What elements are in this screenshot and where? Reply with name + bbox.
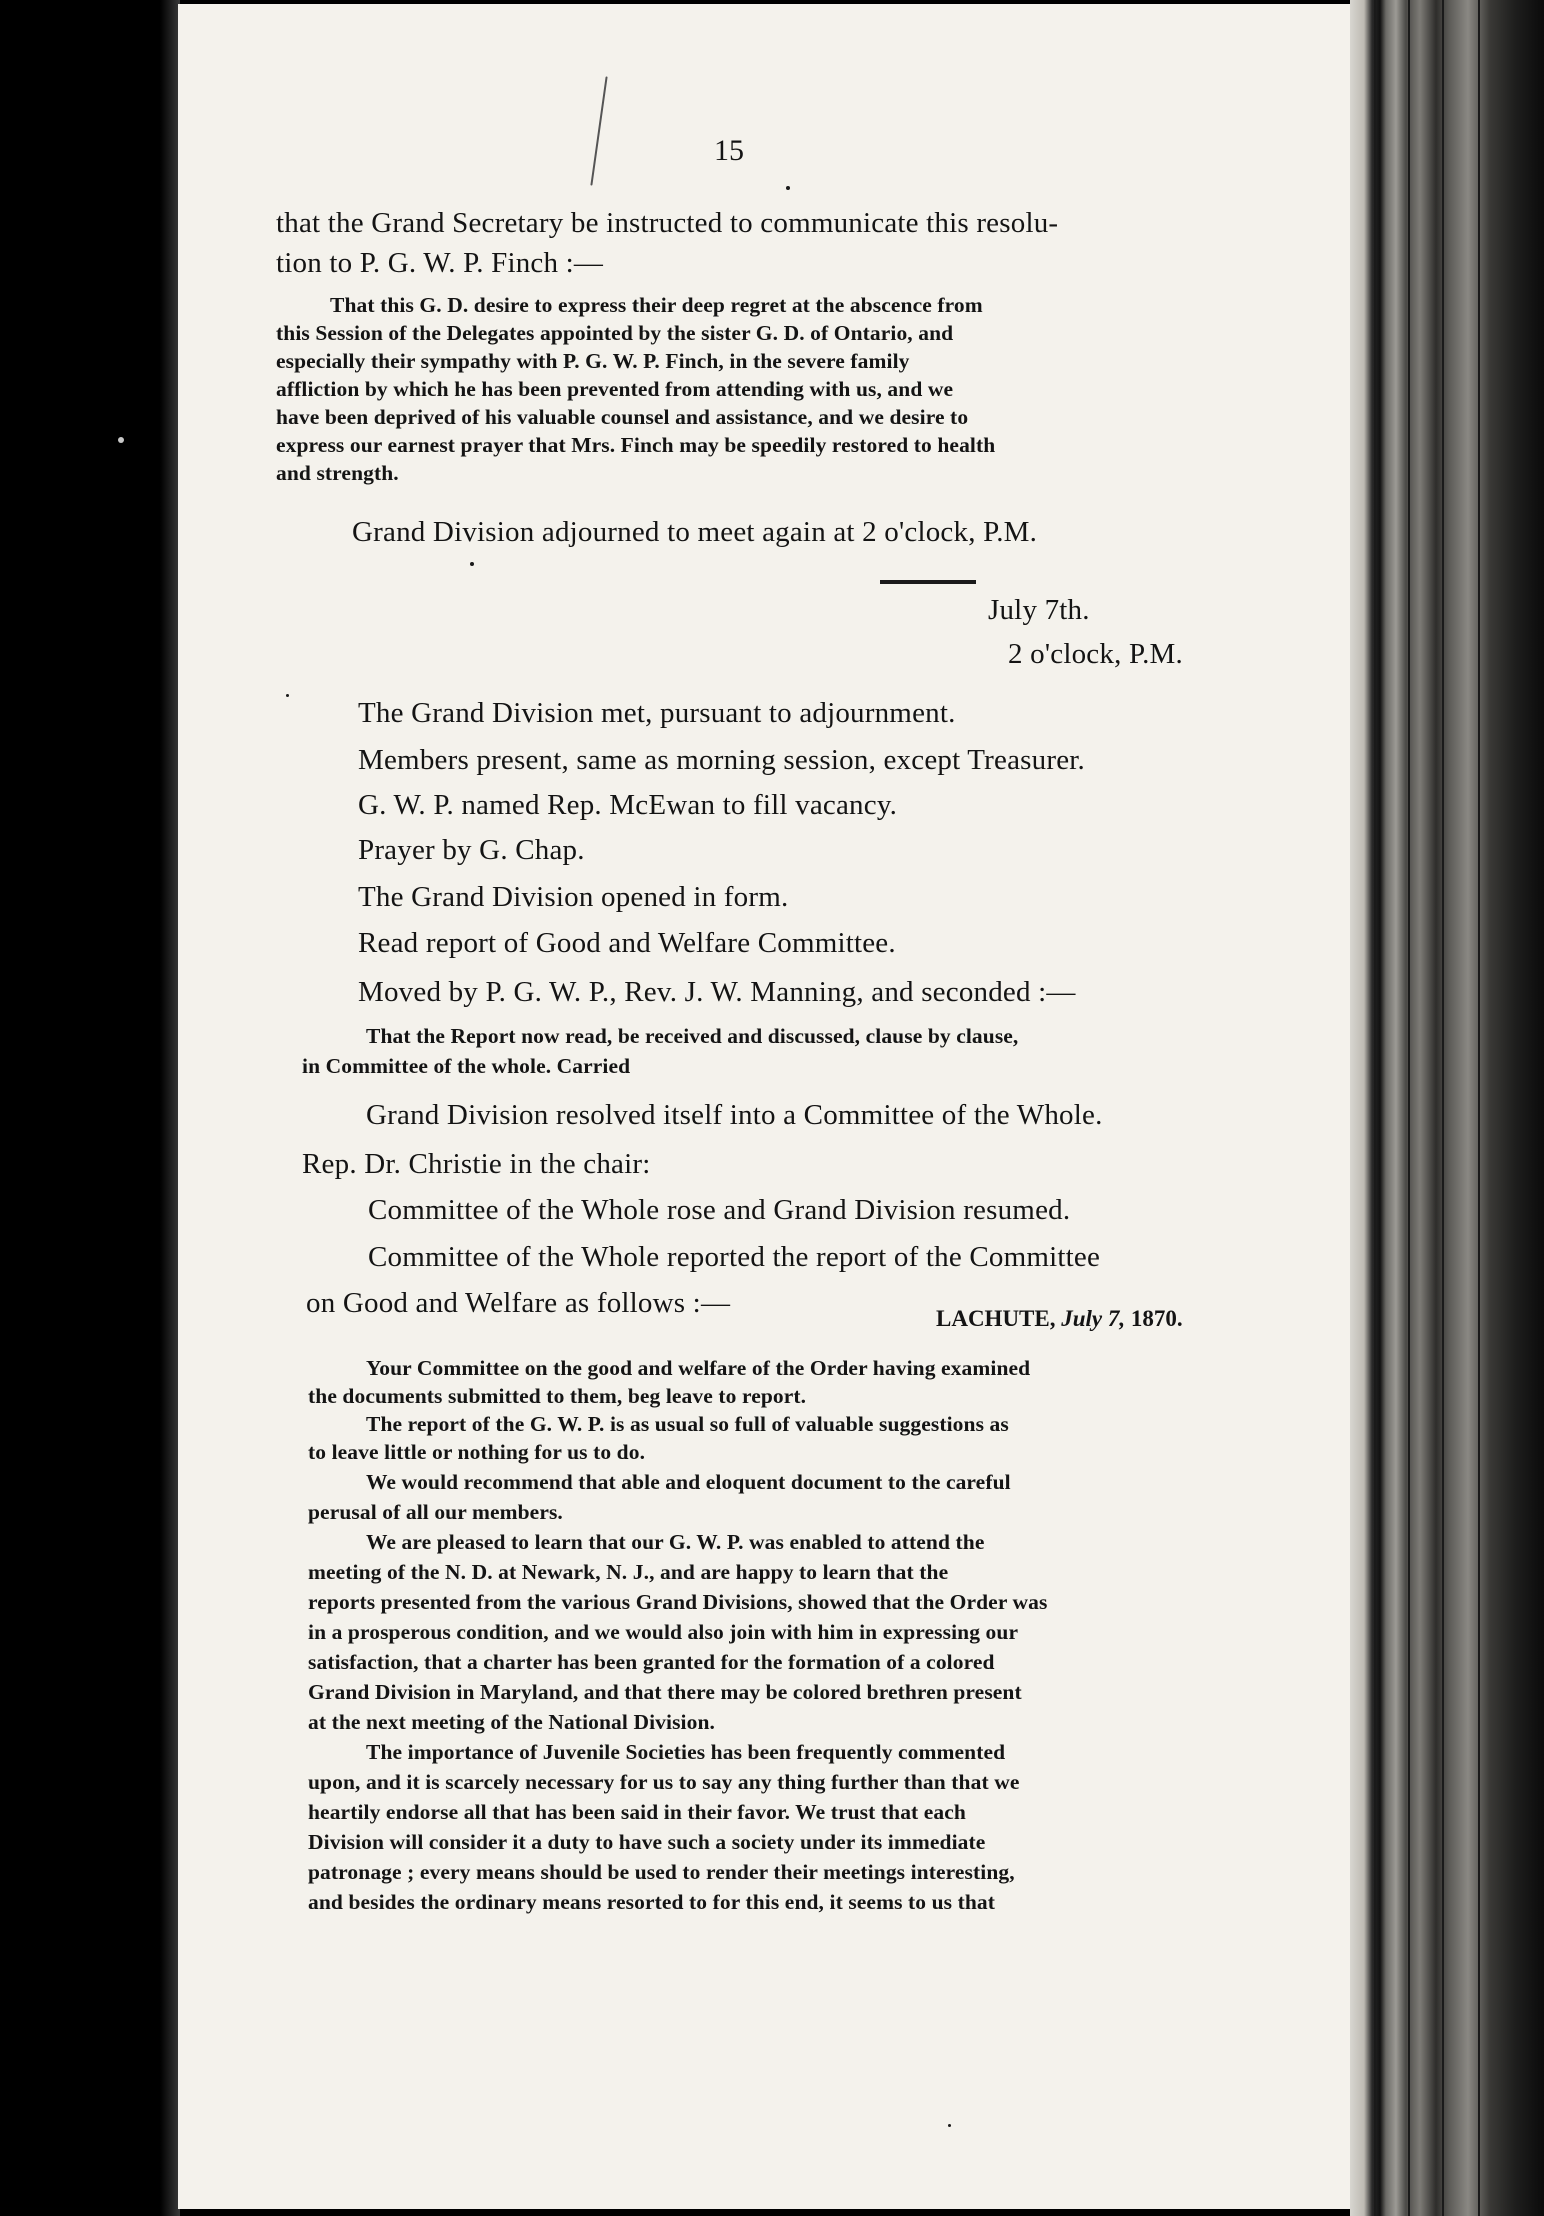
page-left-shadow xyxy=(160,0,180,2216)
report-line: We would recommend that able and eloquent document to the careful xyxy=(366,1470,1011,1494)
text-line: 2 o'clock, P.M. xyxy=(1008,638,1183,670)
resolution-line: this Session of the Delegates appointed by the sister G. D. of Ontario, and xyxy=(276,321,954,345)
resolution-line: especially their sympathy with P. G. W. P. Finch, in the severe family xyxy=(276,349,910,373)
section-divider xyxy=(880,580,976,584)
resolution-line: in Committee of the whole. Carried xyxy=(302,1054,631,1078)
report-line: heartily endorse all that has been said in their favor. We trust that each xyxy=(308,1800,966,1824)
resolution-line: That the Report now read, be received and discussed, clause by clause, xyxy=(366,1024,1019,1048)
report-line: Division will consider it a duty to have such a society under its immediate xyxy=(308,1830,986,1854)
document-page xyxy=(178,4,1350,2209)
text-line: July 7th. xyxy=(988,594,1090,626)
report-line: the documents submitted to them, beg leave to report. xyxy=(308,1384,807,1408)
text-line: Prayer by G. Chap. xyxy=(358,834,585,866)
report-line: The report of the G. W. P. is as usual so full of valuable suggestions as xyxy=(366,1412,1009,1436)
report-line: satisfaction, that a charter has been granted for the formation of a colored xyxy=(308,1650,995,1674)
scan-speck xyxy=(286,694,289,697)
scan-speck xyxy=(948,2124,951,2127)
text-line: The Grand Division met, pursuant to adjournment. xyxy=(358,697,956,729)
text-line: The Grand Division opened in form. xyxy=(358,881,789,913)
dateline-place: LACHUTE, xyxy=(936,1306,1056,1331)
scan-speck xyxy=(470,562,474,566)
report-line: at the next meeting of the National Division. xyxy=(308,1710,715,1734)
report-line: and besides the ordinary means resorted to for this end, it seems to us that xyxy=(308,1890,996,1914)
report-line: patronage ; every means should be used to render their meetings interesting, xyxy=(308,1860,1015,1884)
report-line: in a prosperous condition, and we would also join with him in expressing our xyxy=(308,1620,1019,1644)
text-line: Members present, same as morning session, except Treasurer. xyxy=(358,744,1085,776)
page-number: 15 xyxy=(714,134,744,167)
report-line: The importance of Juvenile Societies has been frequently commented xyxy=(366,1740,1006,1764)
resolution-line: and strength. xyxy=(276,461,399,485)
scan-speck xyxy=(590,76,607,185)
resolution-line: have been deprived of his valuable counsel and assistance, and we desire to xyxy=(276,405,969,429)
resolution-line: That this G. D. desire to express their deep regret at the abscence from xyxy=(330,293,983,317)
text-line: on Good and Welfare as follows :— xyxy=(306,1287,731,1319)
report-line: meeting of the N. D. at Newark, N. J., and are happy to learn that the xyxy=(308,1560,949,1584)
scan-speck xyxy=(786,186,790,190)
text-line: G. W. P. named Rep. McEwan to fill vacancy. xyxy=(358,789,898,821)
dateline-year: 1870. xyxy=(1130,1306,1183,1331)
scan-speck xyxy=(118,437,124,443)
report-line: to leave little or nothing for us to do. xyxy=(308,1440,646,1464)
text-line: that the Grand Secretary be instructed to communicate this resolu- xyxy=(276,207,1059,239)
text-line: Grand Division resolved itself into a Committee of the Whole. xyxy=(366,1099,1103,1131)
text-line: Moved by P. G. W. P., Rev. J. W. Manning, and seconded :— xyxy=(358,976,1076,1008)
text-line: tion to P. G. W. P. Finch :— xyxy=(276,247,604,279)
book-binding-edge xyxy=(1350,0,1544,2216)
dateline-date: July 7, xyxy=(1061,1306,1126,1331)
report-line: Grand Division in Maryland, and that there may be colored brethren present xyxy=(308,1680,1022,1704)
text-line: Grand Division adjourned to meet again at 2 o'clock, P.M. xyxy=(352,516,1038,548)
text-line: Read report of Good and Welfare Committee. xyxy=(358,927,896,959)
report-line: reports presented from the various Grand Divisions, showed that the Order was xyxy=(308,1590,1048,1614)
text-line: Rep. Dr. Christie in the chair: xyxy=(302,1148,651,1180)
dateline xyxy=(936,1306,1183,1332)
resolution-line: express our earnest prayer that Mrs. Finch may be speedily restored to health xyxy=(276,433,996,457)
report-line: Your Committee on the good and welfare of the Order having examined xyxy=(366,1356,1031,1380)
text-line: Committee of the Whole reported the report of the Committee xyxy=(368,1241,1101,1273)
report-line: perusal of all our members. xyxy=(308,1500,563,1524)
resolution-line: affliction by which he has been prevented from attending with us, and we xyxy=(276,377,954,401)
report-line: upon, and it is scarcely necessary for us to say any thing further than that we xyxy=(308,1770,1020,1794)
report-line: We are pleased to learn that our G. W. P. was enabled to attend the xyxy=(366,1530,985,1554)
text-line: Committee of the Whole rose and Grand Division resumed. xyxy=(368,1194,1071,1226)
